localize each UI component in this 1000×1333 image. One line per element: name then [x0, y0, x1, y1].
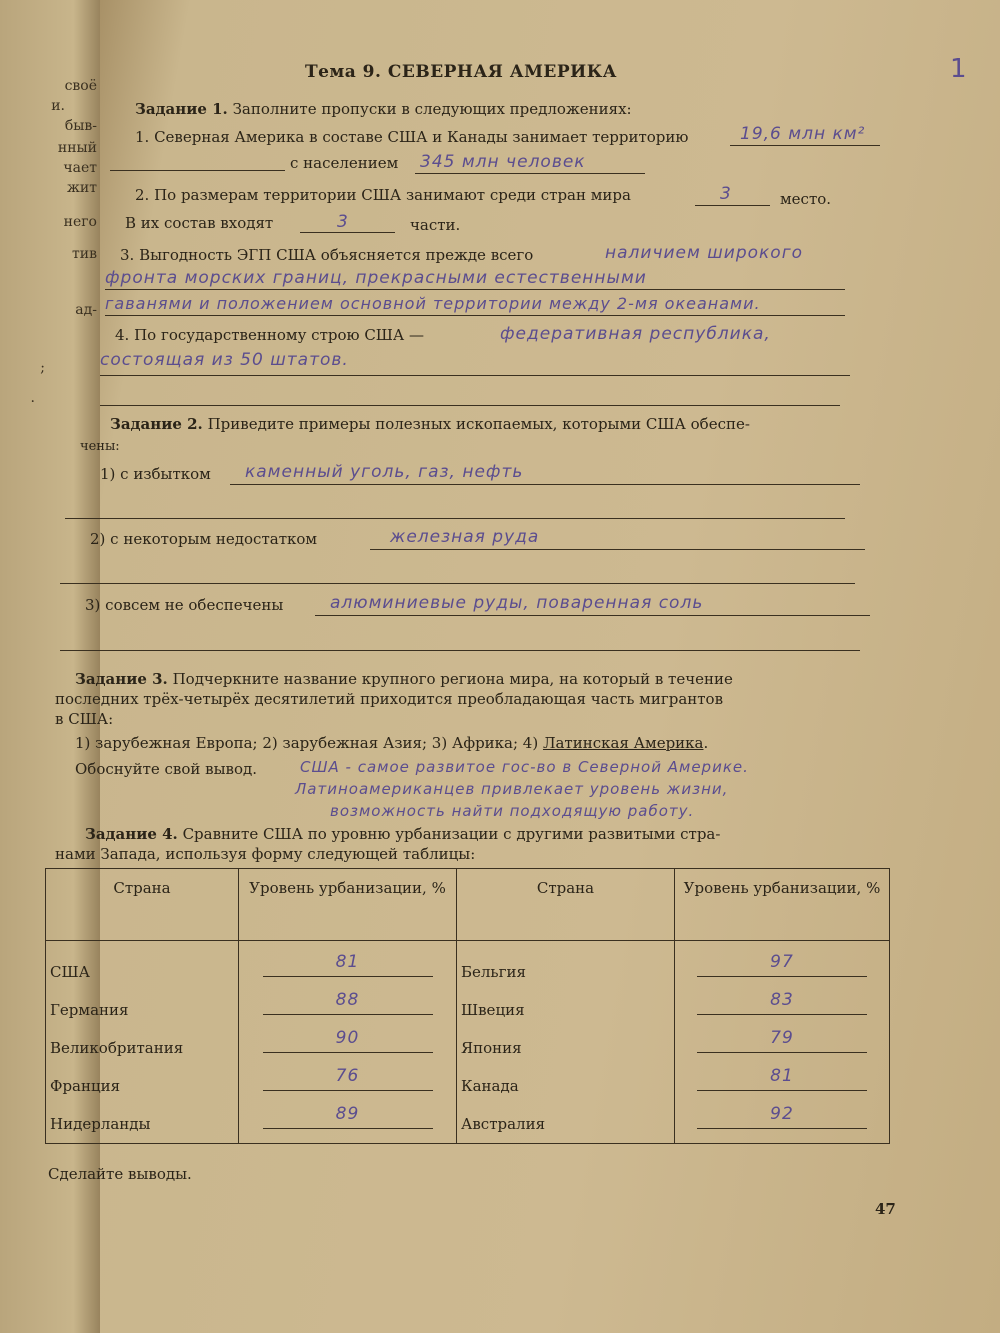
- task1-q4: 4. По государственному строю США —: [115, 326, 425, 344]
- urbanization-value: 90: [263, 1028, 433, 1053]
- page-title: Тема 9. СЕВЕРНАЯ АМЕРИКА: [305, 62, 618, 82]
- fragment: жит: [67, 180, 97, 196]
- urbanization-value-cell: [679, 1023, 885, 1061]
- fragment: и.: [51, 98, 65, 114]
- urbanization-value-cell: [679, 1099, 885, 1137]
- urbanization-value: 92: [697, 1104, 867, 1129]
- urbanization-value: 97: [697, 952, 867, 977]
- answer-parts: 3: [337, 212, 349, 232]
- country-name: [461, 1099, 670, 1137]
- country-label: США: [50, 963, 90, 981]
- fragment: ;: [40, 360, 45, 376]
- task3-options: 1) зарубежная Европа; 2) зарубежная Азия; 3) Африка; 4): [75, 734, 543, 752]
- task4-instruction-2: нами Запада, используя форму следующей таблицы:: [55, 845, 476, 863]
- task2-item3: 3) совсем не обеспечены: [85, 596, 284, 614]
- task2-answer1: каменный уголь, газ, нефть: [245, 462, 524, 482]
- fragment: чает: [63, 160, 97, 176]
- q4-answer-line1: федеративная республика,: [500, 324, 771, 344]
- urbanization-value-cell: [243, 947, 452, 985]
- answer-place: 3: [720, 184, 732, 204]
- q3-answer-line3: гаванями и положением основной территории между 2-мя океанами.: [105, 294, 761, 313]
- q3-answer-line2: фронта морских границ, прекрасными естественными: [105, 268, 647, 288]
- urbanization-value-cell: [243, 1099, 452, 1137]
- country-name: [50, 1099, 234, 1137]
- q4-answer-line2: состоящая из 50 штатов.: [100, 350, 349, 370]
- task2-item2: 2) с некоторым недостатком: [90, 530, 318, 548]
- country-label: Нидерланды: [50, 1115, 151, 1133]
- urbanization-value-cell: [679, 947, 885, 985]
- task3-instruction-2: последних трёх-четырёх десятилетий приходится преобладающая часть мигрантов: [55, 690, 724, 708]
- country-name: [50, 1023, 234, 1061]
- page-number: 47: [875, 1200, 896, 1218]
- country-name: [50, 1061, 234, 1099]
- conclusion-prompt: Сделайте выводы.: [48, 1165, 192, 1183]
- task2-item1: 1) с избытком: [100, 465, 211, 483]
- header-urban-2: Уровень урбанизации, %: [675, 869, 890, 941]
- task2-answer2: железная руда: [390, 527, 540, 547]
- task1-heading: Задание 1.: [135, 100, 228, 118]
- fragment: быв-: [64, 118, 97, 134]
- task3-answer-3: возможность найти подходящую работу.: [330, 802, 695, 820]
- task1-q1-b: с населением: [290, 154, 399, 172]
- country-name: [461, 985, 670, 1023]
- country-name: [461, 1061, 670, 1099]
- urbanization-value-cell: [679, 1061, 885, 1099]
- urbanization-value-cell: [243, 1023, 452, 1061]
- task2-answer3: алюминиевые руды, поваренная соль: [330, 593, 704, 613]
- fragment: нный: [57, 140, 97, 156]
- country-name: [461, 947, 670, 985]
- urbanization-value: 83: [697, 990, 867, 1015]
- task2-heading: Задание 2.: [110, 415, 203, 433]
- urbanization-value: 79: [697, 1028, 867, 1053]
- task3-underlined-option: Латинская Америка: [542, 734, 704, 752]
- header-country-1: Страна: [46, 869, 239, 941]
- task2-instruction-2: чены:: [80, 439, 120, 454]
- task4-instruction-1: Сравните США по уровню урбанизации с другими развитыми стра-: [182, 825, 721, 843]
- task3-heading: Задание 3.: [75, 670, 168, 688]
- country-label: Швеция: [461, 1001, 525, 1019]
- country-name: [50, 985, 234, 1023]
- country-label: Австралия: [461, 1115, 546, 1133]
- task3-instruction-3: в США:: [55, 710, 114, 728]
- urbanization-table: [45, 868, 890, 1144]
- task1-q2-b: место.: [780, 190, 832, 208]
- country-label: Германия: [50, 1001, 129, 1019]
- task1-q2-d: части.: [410, 216, 461, 234]
- task2-instruction: Приведите примеры полезных ископаемых, которыми США обеспе-: [207, 415, 750, 433]
- header-country-2: Страна: [457, 869, 675, 941]
- task3-instruction-1: Подчеркните название крупного региона мира, на который в течение: [172, 670, 733, 688]
- fragment: ад-: [75, 302, 97, 318]
- task3-justify: Обоснуйте свой вывод.: [75, 760, 258, 778]
- task1-q3: 3. Выгодность ЭГП США объясняется прежде всего: [120, 246, 534, 264]
- answer-territory: 19,6 млн км²: [740, 124, 866, 144]
- fragment: своё: [64, 78, 97, 94]
- urbanization-value: 81: [263, 952, 433, 977]
- fragment: него: [63, 214, 97, 230]
- task3-answer-1: США - самое развитое гос-во в Северной Америке.: [300, 758, 749, 776]
- country-name: [461, 1023, 670, 1061]
- task1-q2: 2. По размерам территории США занимают среди стран мира: [135, 186, 631, 204]
- country-label: Франция: [50, 1077, 121, 1095]
- answer-population: 345 млн человек: [420, 152, 586, 172]
- urbanization-value: 76: [263, 1066, 433, 1091]
- urbanization-value-cell: [243, 985, 452, 1023]
- country-label: Япония: [461, 1039, 522, 1057]
- header-urban-1: Уровень урбанизации, %: [239, 869, 457, 941]
- task1-q1: 1. Северная Америка в составе США и Канады занимает территорию: [135, 128, 689, 146]
- task1-q2-c: В их состав входят: [125, 214, 274, 232]
- urbanization-value: 81: [697, 1066, 867, 1091]
- q3-answer-line1: наличием широкого: [605, 243, 804, 263]
- urbanization-value-cell: [243, 1061, 452, 1099]
- country-label: Канада: [461, 1077, 519, 1095]
- task4-heading: Задание 4.: [85, 825, 178, 843]
- urbanization-value: 88: [263, 990, 433, 1015]
- fragment: .: [30, 390, 35, 406]
- task3-options-end: .: [703, 734, 709, 752]
- corner-mark: 1: [950, 54, 968, 84]
- country-name: [50, 947, 234, 985]
- task3-answer-2: Латиноамериканцев привлекает уровень жизни,: [295, 780, 729, 798]
- task1-instruction: Заполните пропуски в следующих предложениях:: [232, 100, 632, 118]
- country-label: Великобритания: [50, 1039, 184, 1057]
- urbanization-value-cell: [679, 985, 885, 1023]
- country-label: Бельгия: [461, 963, 526, 981]
- fragment: тив: [72, 246, 97, 262]
- urbanization-value: 89: [263, 1104, 433, 1129]
